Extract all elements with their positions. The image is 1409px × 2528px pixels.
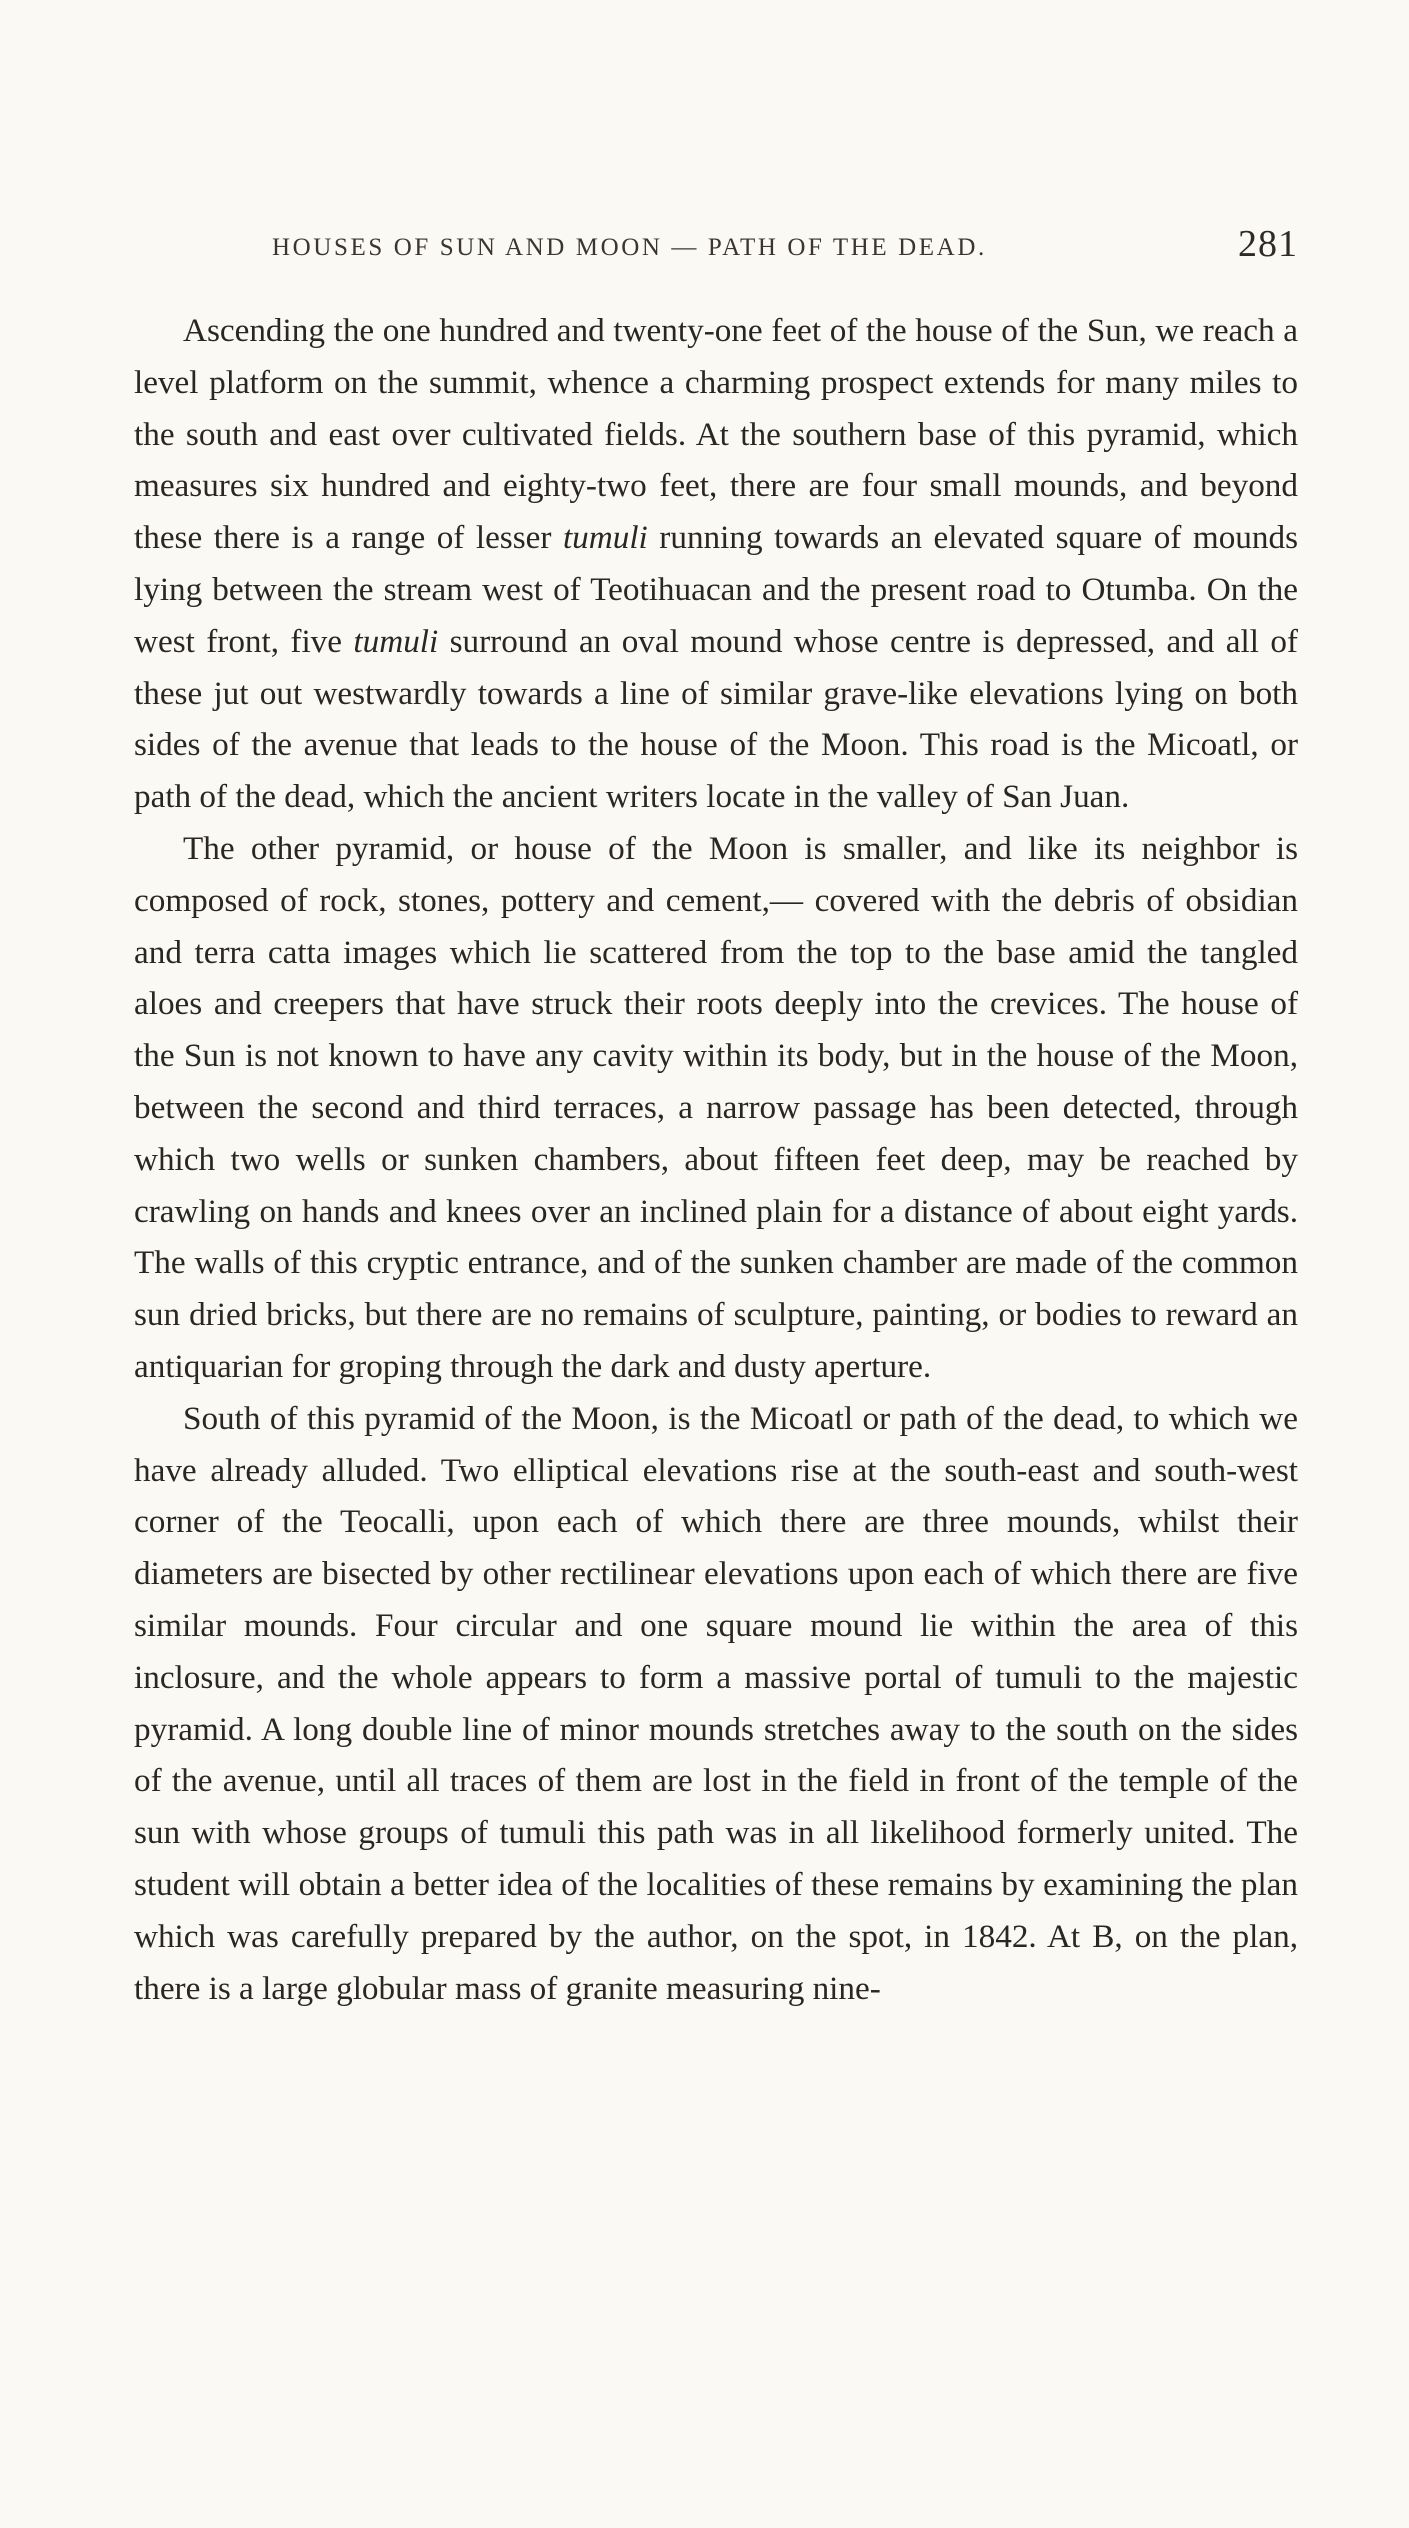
- italic-term-tumuli-2: tumuli: [353, 622, 439, 660]
- paragraph-1-text-b: running towards an elevated square of mounds lying between the stream west of Teotihuacan and the present road to Otumba. On the west front, five: [134, 519, 1298, 660]
- paragraph-3: South of this pyramid of the Moon, is the Micoatl or path of the dead, to which we have already alluded. Two elliptical elevations rise at the south-east and south-west corner of the Teocalli, upon each of which there are three mounds, whilst their diameters are bisected by other rectilinear elevations upon each of which there are five similar mounds. Four circular and one square mound lie within the area of this inclosure, and the whole appears to form a massive portal of tumuli to the majestic pyramid. A long double line of minor mounds stretches away to the south on the sides of the avenue, until all traces of them are lost in the field in front of the temple of the sun with whose groups of tumuli this path was in all likelihood formerly united. The student will obtain a better idea of the localities of these remains by examining the plan which was carefully prepared by the author, on the spot, in 1842. At B, on the plan, there is a large globular mass of granite measuring nine-: [134, 1399, 1298, 2007]
- paragraph-1-text-a: Ascending the one hundred and twenty-one feet of the house of the Sun, we reach a level platform on the summit, whence a charming prospect extends for many miles to the south and east over cultivated fields. At the southern base of this pyramid, which measures six hundred and eighty-two feet, there are four small mounds, and beyond these there is a range of lesser: [134, 312, 1298, 557]
- page-number: 281: [1238, 223, 1298, 265]
- paragraph-1-text-c: surround an oval mound whose centre is depressed, and all of these jut out westwardly towards a line of similar grave-like elevations lying on both sides of the avenue that leads to the house of the Moon. This road is the Micoatl, or path of the dead, which the ancient writers locate in the valley of San Juan.: [134, 622, 1298, 816]
- running-title: HOUSES OF SUN AND MOON — PATH OF THE DEAD.: [272, 234, 987, 261]
- paragraph-1: [134, 305, 1298, 823]
- running-head: [134, 222, 1298, 272]
- paragraph-2: The other pyramid, or house of the Moon is smaller, and like its neighbor is composed of rock, stones, pottery and cement,— covered with the debris of obsidian and terra catta images which lie scattered from the top to the base amid the tangled aloes and creepers that have struck their roots deeply into the crevices. The house of the Sun is not known to have any cavity within its body, but in the house of the Moon, between the second and third terraces, a narrow passage has been detected, through which two wells or sunken chambers, about fifteen feet deep, may be reached by crawling on hands and knees over an inclined plain for a distance of about eight yards. The walls of this cryptic entrance, and of the sunken chamber are made of the common sun dried bricks, but there are no remains of sculpture, painting, or bodies to reward an antiquarian for groping through the dark and dusty aperture.: [134, 829, 1298, 1385]
- book-page: [134, 222, 1298, 2007]
- body-text: [134, 305, 1298, 2014]
- italic-term-tumuli: tumuli: [562, 519, 648, 557]
